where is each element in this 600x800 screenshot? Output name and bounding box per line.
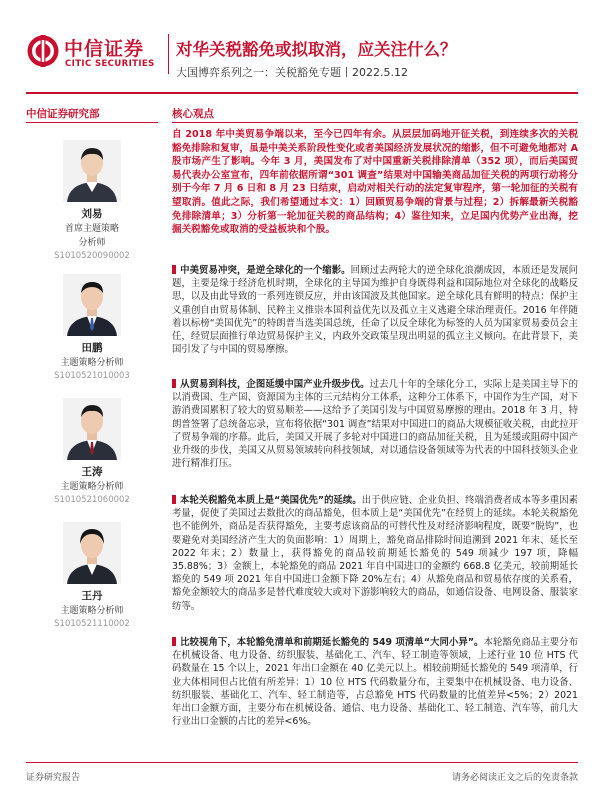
section-lead: 比较视角下，本轮豁免清单和前期延长豁免的 549 项清单“大同小异”。 xyxy=(180,637,484,648)
bullet-marker xyxy=(172,495,176,504)
analyst-name: 田鹏 xyxy=(81,342,103,354)
person-photo-icon xyxy=(63,274,121,336)
report-subtitle: 大国博弈系列之一：关税豁免专题丨2022.5.12 xyxy=(176,66,408,79)
analyst-card xyxy=(26,140,158,261)
citic-logo xyxy=(26,30,176,80)
core-views-rule xyxy=(172,122,578,123)
section-body: 回顾过去两轮大的逆全球化浪潮成因，本质还是发展问题，主要是缘于经济危机时期，全球化的主导国为维护自身既得利益和国际地位对全球化的战略反思，以及由此导致的一系列连锁反应，并由该国波及其他国家。逆全球化具有鲜明的特点：保护主义重创自由贸易体制、民粹主义推崇本国利益优先以及孤立主义逃避全球治理责任。2016 年伴随着以标榜“美国优先”的特朗普当选美国总统，任命了以反全球化为标签的人员为国家贸易委员会主任，经贸层面推行单边贸易保护主义，内政外交政策呈现出明显的孤立主义倾向。在此背景下，美国引发了与中国的贸易摩擦。 xyxy=(172,265,578,356)
analyst-role: 首席主题策略 xyxy=(64,224,119,234)
analyst-license-code: S1010521110002 xyxy=(54,619,130,629)
person-photo-icon xyxy=(63,522,121,584)
analyst-name: 王丹 xyxy=(81,590,103,602)
avatar xyxy=(63,398,121,460)
section-body: 出于供应链、企业负担、终端消费者成本等多重因素考量，促使了美国过去数批次的商品豁免，但本质上是“美国优先”在经贸上的延续。本轮关税豁免也不能例外，商品是否获得豁免，主要考虑该商品的可替代性及对经济影响程度，既要“脱钩”，也要避免对美国经济产生大的负面影响：1）周期上，豁免商品排除时间追溯到 2021 年末、延长至 2022 年末；2）数量上，获得豁免的商品较前期延长豁免的 549 项减少 197 项，降幅 35.88%；3）金额上，本轮豁免的商品 2021 年自中国进口的金额约 668.8 亿美元，较前期延长豁免的 549 项 2021 年自中国进口金额下降 20%左右；4）从豁免商品和贸易依存度的关系看，豁免金额较大的商品多是替代难度较大或对下游影响较大的商品，如通信设备、电网设备、服装家纺等。 xyxy=(172,495,578,612)
section-paragraph xyxy=(172,264,578,356)
analyst-card xyxy=(26,522,158,629)
bullet-marker xyxy=(172,379,176,388)
analyst-card xyxy=(26,274,158,381)
bullet-marker xyxy=(172,265,176,274)
citic-logo-icon xyxy=(26,34,60,68)
avatar xyxy=(63,274,121,336)
bullet-marker xyxy=(172,637,176,646)
analyst-role: 主题策略分析师 xyxy=(60,358,124,368)
section-body: 本轮豁免商品主要分布在机械设备、电力设备、纺织服装、基础化工、汽车、轻工制造等领域，上述行业 10 位 HTS 代码数量在 15 个以上，2021 年出口金额在 40 亿美元以上。相较前期延长豁免的 549 项清单，行业大体相同但占比值有所差异：1）10 位 HTS 代码数量分布，主要集中在机械设备、电力设备、纺织服装、基础化工、汽车、轻工制造等，占总豁免 HTS 代码数量的比值差异<5%；2）2021 年出口金额方面，主要分布在机械设备、通信、电力设备、基础化工、轻工制造、汽车等，前几大行业出口金额的占比的差异<6%。 xyxy=(172,637,578,728)
report-title: 对华关税豁免或拟取消，应关注什么？ xyxy=(176,40,457,59)
section-lead: 从贸易到科技，企图延缓中国产业升级步伐。 xyxy=(180,379,370,390)
footer-left-text: 证券研究报告 xyxy=(26,773,81,783)
person-photo-icon xyxy=(63,398,121,460)
section-lead: 中美贸易冲突，是逆全球化的一个缩影。 xyxy=(180,265,351,276)
analyst-role: 主题策略分析师 xyxy=(60,482,124,492)
analyst-license-code: S1010521060002 xyxy=(54,495,130,505)
logo-text-en: CITIC SECURITIES xyxy=(65,59,155,69)
avatar xyxy=(63,522,121,584)
logo-text-cn: 中信证券 xyxy=(64,38,145,60)
analyst-role-line2: 分析师 xyxy=(78,238,106,248)
analyst-card xyxy=(26,398,158,505)
section-paragraph xyxy=(172,494,578,613)
core-views-title: 核心观点 xyxy=(172,108,214,120)
avatar xyxy=(63,140,121,202)
section-paragraph xyxy=(172,378,578,470)
footer-disclaimer: 请务必阅读正文之后的免责条款 xyxy=(451,773,578,783)
section-body: 过去几十年的全球化分工，实际上是美国主导下的以消费国、生产国、资源国为主体的三元结构分工体系，这种分工体系下，中国作为生产国，对下游消费国累积了较大的贸易顺差——这给予了美国引发与中国贸易摩擦的理由。2018 年 3 月，特朗普签署了总统备忘录，宣布将依据“301 调查”结果对中国进口的商品大规模征收关税，由此拉开了贸易争端的序幕。此后，美国又开展了多轮对中国进口的商品加征关税，且为延缓或阻碍中国产业升级的步伐，美国又从贸易领域转向科技领域，对以通信设备领域等为代表的中国科技领头企业进行精准打压。 xyxy=(172,379,578,470)
sidebar-rule xyxy=(26,122,158,123)
report-header xyxy=(0,0,600,92)
header-divider xyxy=(168,34,169,74)
person-photo-icon xyxy=(63,140,121,202)
sidebar-title: 中信证券研究部 xyxy=(26,108,100,120)
analyst-name: 王涛 xyxy=(81,466,103,478)
analyst-name: 刘易 xyxy=(81,208,103,220)
section-paragraph xyxy=(172,636,578,728)
section-lead: 本轮关税豁免本质上是“美国优先”的延续。 xyxy=(180,495,362,506)
analyst-role: 主题策略分析师 xyxy=(60,606,124,616)
footer-rule xyxy=(26,762,578,763)
analyst-license-code: S1010520090002 xyxy=(54,251,130,261)
analyst-license-code: S1010521010003 xyxy=(54,371,130,381)
header-rule xyxy=(26,92,578,94)
summary-paragraph: 自 2018 年中美贸易争端以来，至今已四年有余。从层层加码地开征关税，到连续多次的关税豁免排除和复审，虽是中美关系阶段性变化或者美国经济发展状况的缩影，但不可避免地都对 A 股市场产生了影响。今年 3 月，美国发布了对中国重新关税排除清单（352 项），而后美国贸易代表办公室宣布，四年前依据所谓“301 调查”结果对中国输美商品加征关税的两项行动将分别于今年 7 月 6 日和 8 月 23 日结束，启动对相关行动的法定复审程序，第一轮加征的关税有望取消。值此之际，我们希望通过本文：1）回顾贸易争端的背景与过程；2）拆解最新关税豁免排除清单；3）分析第一轮加征关税的商品结构；4）鉴往知来，立足国内优势产业出海，挖掘关税豁免或取消的受益板块和个股。 xyxy=(172,129,578,236)
